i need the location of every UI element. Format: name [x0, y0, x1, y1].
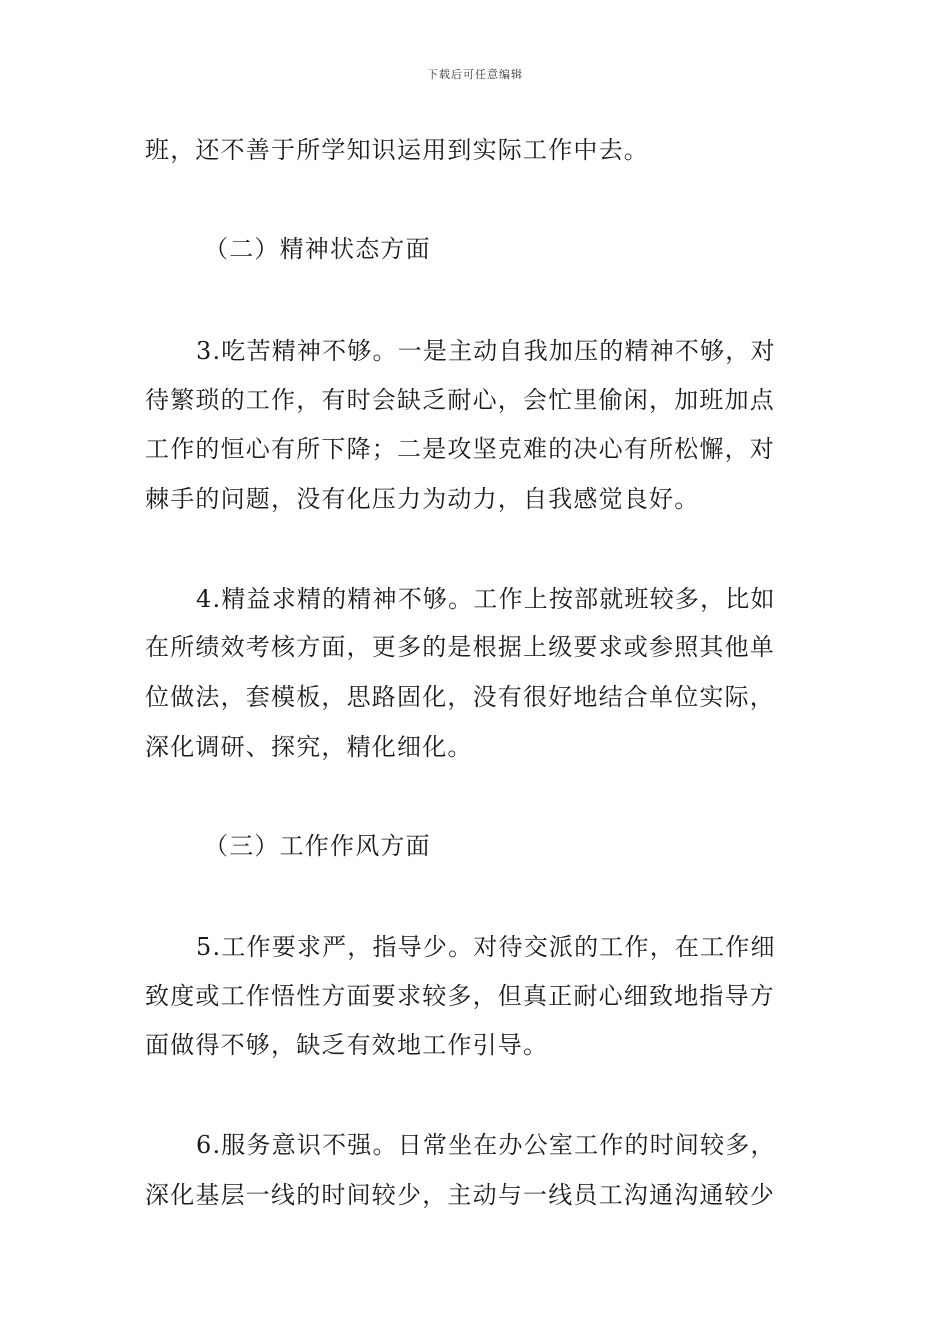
body-line: 致度或工作悟性方面要求较多，但真正耐心细致地指导方	[145, 982, 775, 1010]
page-header-note: 下载后可任意编辑	[427, 68, 523, 81]
body-line: 班，还不善于所学知识运用到实际工作中去。	[145, 136, 649, 164]
paragraph-6-first-line: 6.服务意识不强。日常坐在办公室工作的时间较多，	[196, 1131, 776, 1159]
body-line: 工作的恒心有所下降；二是攻坚克难的决心有所松懈，对	[145, 435, 775, 463]
paragraph-4-first-line: 4.精益求精的精神不够。工作上按部就班较多，比如	[196, 585, 776, 613]
section-heading-work-style: （三）工作作风方面	[204, 832, 431, 860]
body-line: 深化调研、探究，精化细化。	[145, 733, 473, 761]
paragraph-3-first-line: 3.吃苦精神不够。一是主动自我加压的精神不够，对	[196, 337, 776, 365]
body-line: 待繁琐的工作，有时会缺乏耐心，会忙里偷闲，加班加点	[145, 386, 775, 414]
body-line: 棘手的问题，没有化压力为动力，自我感觉良好。	[145, 485, 700, 513]
body-line: 面做得不够，缺乏有效地工作引导。	[145, 1031, 549, 1059]
body-line: 深化基层一线的时间较少，主动与一线员工沟通沟通较少	[145, 1181, 775, 1209]
paragraph-5-first-line: 5.工作要求严，指导少。对待交派的工作，在工作细	[196, 933, 776, 961]
section-heading-spirit: （二）精神状态方面	[204, 235, 431, 263]
body-line: 在所绩效考核方面，更多的是根据上级要求或参照其他单	[145, 633, 775, 661]
body-line: 位做法，套模板，思路固化，没有很好地结合单位实际，	[145, 683, 775, 711]
